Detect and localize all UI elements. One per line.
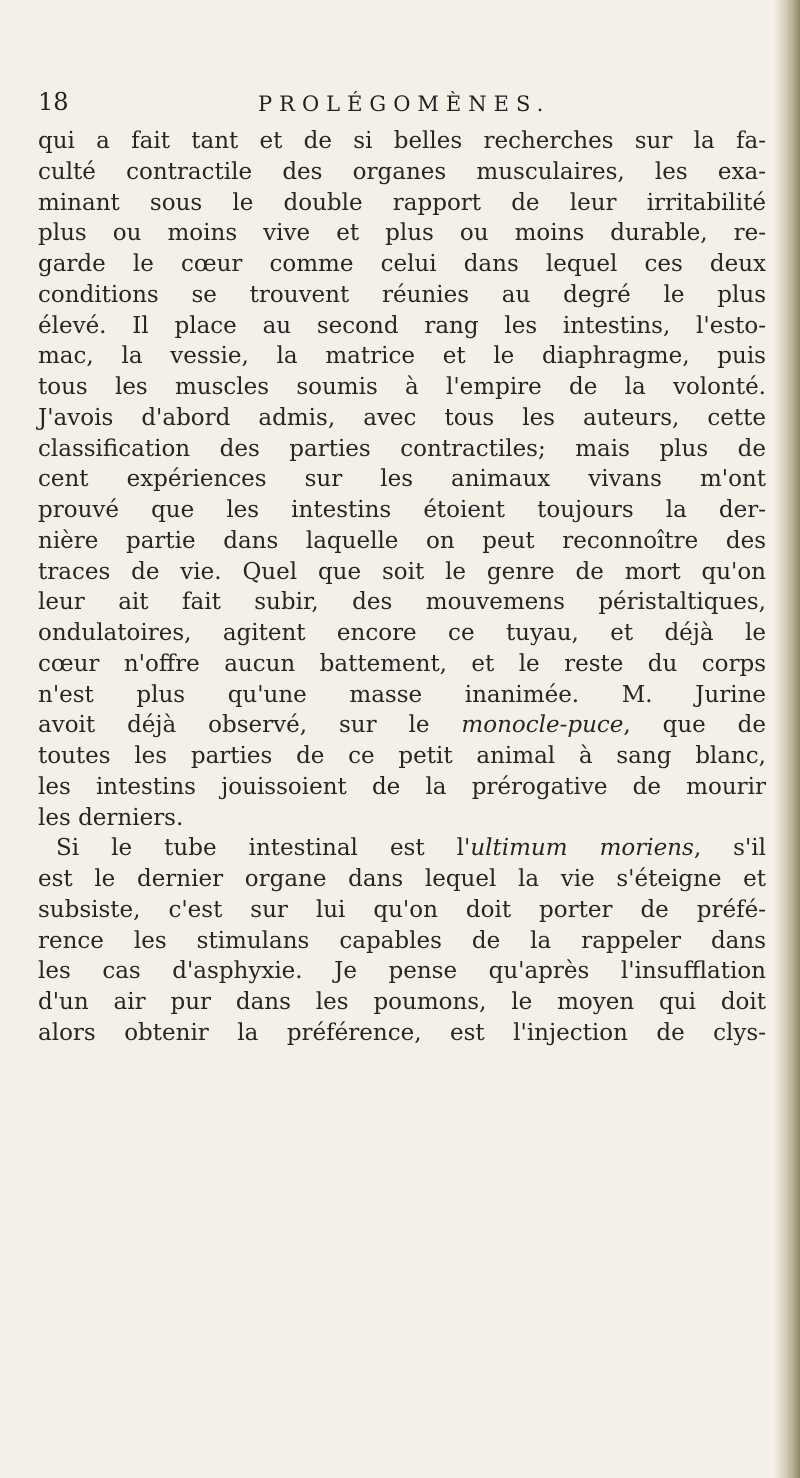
- text-line: conditions se trouvent réunies au degré le plus: [38, 281, 766, 308]
- text-line: mac, la vessie, la matrice et le diaphragme, puis: [38, 343, 766, 370]
- text-line: traces de vie. Quel que soit le genre de mort qu'on: [38, 558, 766, 585]
- text-segment: Si le tube intestinal est l': [56, 835, 471, 862]
- body-text: [38, 126, 766, 1049]
- text-line: classification des parties contractiles; mais plus de: [38, 435, 766, 462]
- text-line: prouvé que les intestins étoient toujours la der-: [38, 497, 766, 523]
- text-line: ondulatoires, agitent encore ce tuyau, et déjà le: [38, 620, 766, 646]
- text-line: les intestins jouissoient de la prérogative de mourir: [38, 773, 766, 800]
- text-line: [38, 710, 766, 741]
- text-line: subsiste, c'est sur lui qu'on doit porter de préfé-: [38, 896, 766, 923]
- text-line: culté contractile des organes musculaires, les exa-: [38, 158, 766, 185]
- text-line: d'un air pur dans les poumons, le moyen qui doit: [38, 989, 766, 1015]
- text-segment: , s'il: [693, 835, 767, 862]
- text-line: alors obtenir la préférence, est l'injection de clys-: [38, 1019, 766, 1046]
- running-title: PROLÉGOMÈNES.: [258, 92, 551, 116]
- page-header: [38, 88, 758, 124]
- text-line: toutes les parties de ce petit animal à sang blanc,: [38, 743, 766, 769]
- text-segment: , que de: [623, 712, 767, 739]
- text-line: rence les stimulans capables de la rappeler dans: [38, 927, 766, 954]
- text-line: plus ou moins vive et plus ou moins durable, re-: [38, 220, 766, 247]
- text-line: qui a fait tant et de si belles recherches sur la fa-: [38, 128, 766, 154]
- text-line: [38, 833, 766, 864]
- text-line: est le dernier organe dans lequel la vie s'éteigne et: [38, 866, 766, 892]
- text-line: les derniers.: [38, 804, 184, 831]
- text-line: élevé. Il place au second rang les intestins, l'esto-: [38, 312, 766, 339]
- text-line: n'est plus qu'une masse inanimée. M. Jurine: [38, 681, 766, 708]
- text-line: garde le cœur comme celui dans lequel ces deux: [38, 251, 766, 277]
- page-edge: [774, 0, 800, 1478]
- text-line: minant sous le double rapport de leur irritabilité: [38, 189, 766, 216]
- text-line: les cas d'asphyxie. Je pense qu'après l'insufflation: [38, 958, 766, 985]
- italic-term: monocle-puce: [461, 712, 624, 739]
- page-number: 18: [38, 88, 69, 116]
- text-line: leur ait fait subir, des mouvemens péristaltiques,: [38, 589, 766, 616]
- text-line: J'avois d'abord admis, avec tous les auteurs, cette: [38, 404, 766, 431]
- text-line: cœur n'offre aucun battement, et le reste du corps: [38, 650, 766, 677]
- text-line: tous les muscles soumis à l'empire de la volonté.: [38, 374, 766, 400]
- italic-term: ultimum moriens: [470, 835, 694, 862]
- text-line: cent expériences sur les animaux vivans m'ont: [38, 466, 766, 493]
- text-line: nière partie dans laquelle on peut reconnoître des: [38, 527, 766, 554]
- text-segment: avoit déjà observé, sur le: [38, 712, 462, 739]
